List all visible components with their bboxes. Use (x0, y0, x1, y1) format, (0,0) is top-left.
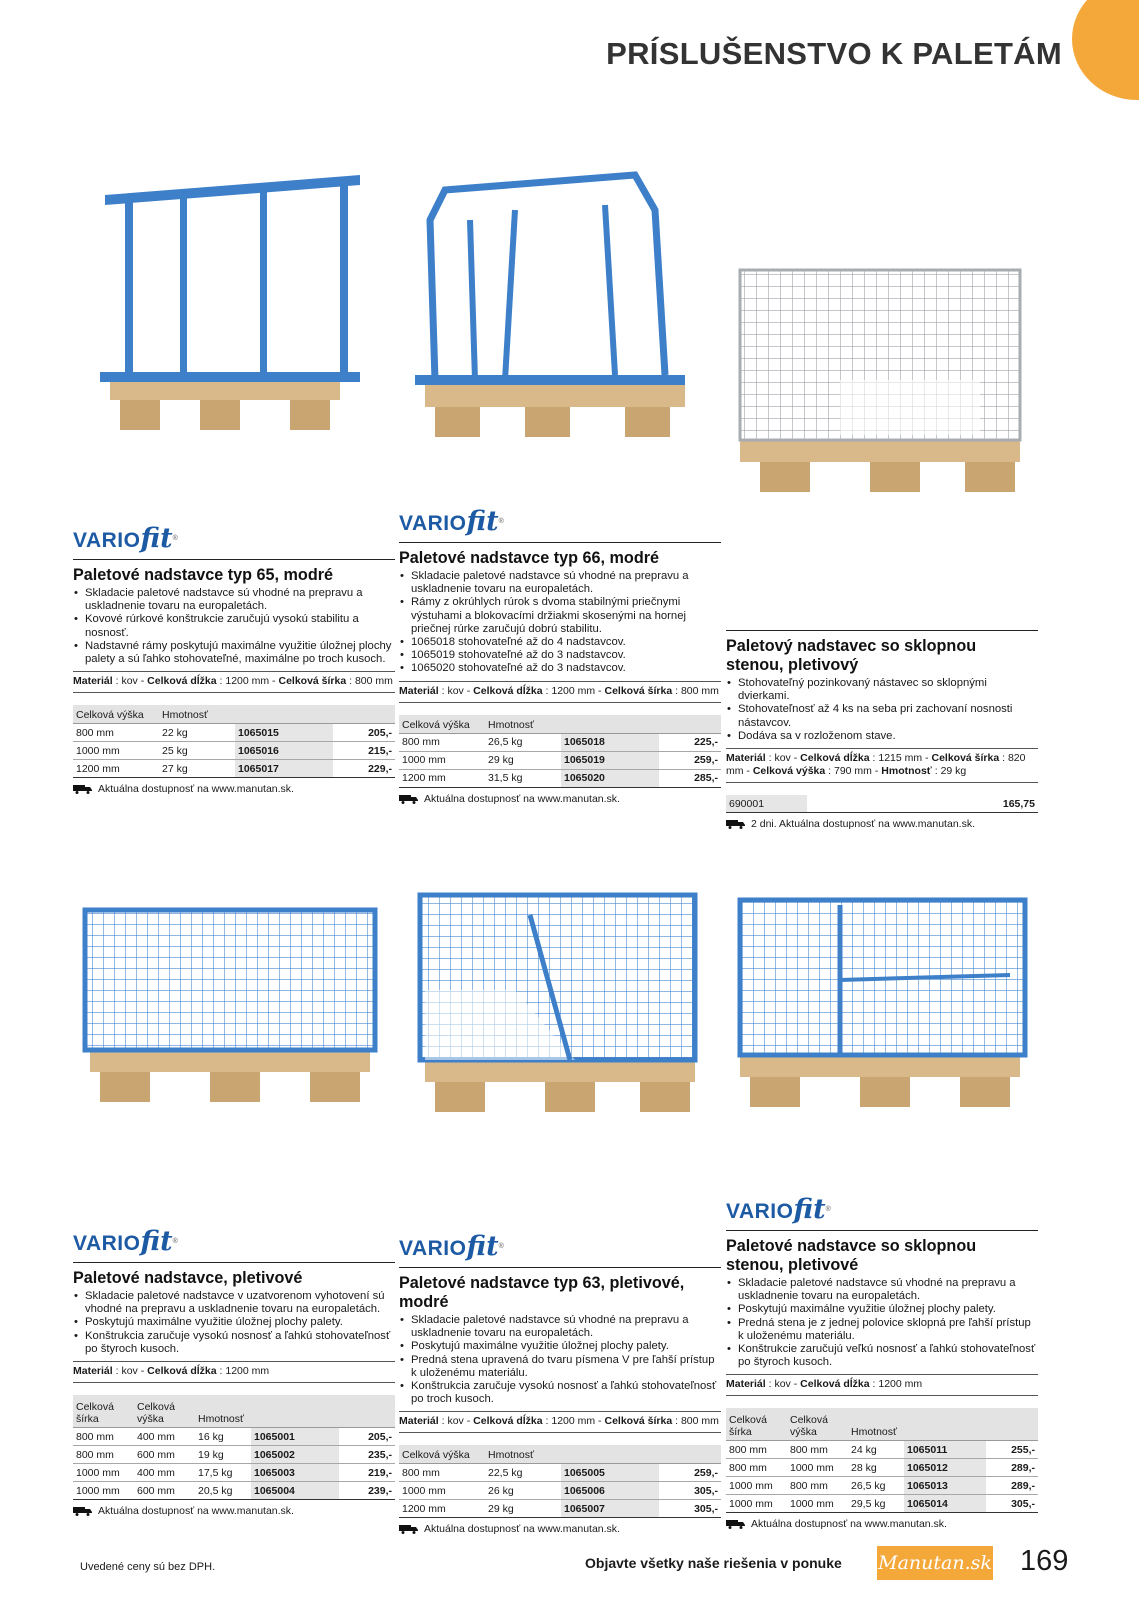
table-row: 800 mm 22,5 kg 1065005 259,- (399, 1464, 721, 1482)
spec-line: Materiál : kov - Celková dĺžka : 1200 mm (726, 1374, 1038, 1396)
availability-note: Aktuálna dostupnosť na www.manutan.sk. (399, 792, 721, 806)
feature-item: • Skladacie paletové nadstavce sú vhodné na prepravu a uskladnenie tovaru na europaletách. (73, 587, 395, 613)
table-row: 1000 mm 29 kg 1065019 259,- (399, 751, 721, 769)
table-row: 800 mm 26,5 kg 1065018 225,- (399, 733, 721, 751)
spec-line: Materiál : kov - Celková dĺžka : 1215 mm - Celková šírka : 820 mm - Celková výška : 790 mm - Hmotnosť : 29 kg (726, 748, 1038, 783)
order-number[interactable]: 1065003 (251, 1464, 339, 1482)
availability-note: Aktuálna dostupnosť na www.manutan.sk. (73, 1504, 395, 1518)
feature-item: • Skladacie paletové nadstavce sú vhodné na prepravu a uskladnenie tovaru na europaletách. (726, 1277, 1038, 1303)
variofit-logo: VARIOfit® (73, 523, 179, 554)
table-row: 1200 mm 29 kg 1065007 305,- (399, 1500, 721, 1518)
feature-item: • Nadstavné rámy poskytujú maximálne využitie úložnej plochy palety a sú ľahko stohovateľné, maximálne po troch kusoch. (73, 640, 395, 666)
footer-note: Uvedené ceny sú bez DPH. (80, 1561, 216, 1573)
order-number[interactable]: 1065012 (904, 1459, 986, 1477)
spec-line: Materiál : kov - Celková dĺžka : 1200 mm - Celková šírka : 800 mm (399, 1411, 721, 1433)
order-number[interactable]: 1065002 (251, 1446, 339, 1464)
product-card (399, 1230, 721, 1536)
truck-icon (399, 794, 419, 804)
feature-item: • 1065019 stohovateľné až do 3 nadstavcov. (399, 649, 721, 662)
feature-item: • Konštrukcie zaručujú veľkú nosnosť a ľahkú stohovateľnosť po štyroch kusoch. (726, 1343, 1038, 1369)
spec-line: Materiál : kov - Celková dĺžka : 1200 mm - Celková šírka : 800 mm (73, 671, 395, 693)
product-image-typ66 (395, 150, 715, 450)
product-image-690001 (720, 250, 1050, 510)
order-number[interactable]: 1065015 (235, 724, 333, 742)
order-number[interactable]: 1065005 (561, 1464, 659, 1482)
order-number[interactable]: 1065018 (561, 733, 659, 751)
feature-list (399, 570, 721, 676)
feature-list (726, 677, 1038, 743)
order-number[interactable]: 1065011 (904, 1441, 986, 1459)
feature-item: • Skladacie paletové nadstavce sú vhodné na prepravu a uskladnenie tovaru na europaletách. (399, 570, 721, 596)
feature-list (726, 1277, 1038, 1369)
order-number[interactable]: 1065017 (235, 760, 333, 778)
order-number[interactable]: 1065004 (251, 1482, 339, 1500)
feature-item: • Poskytujú maximálne využitie úložnej plochy palety. (399, 1340, 721, 1353)
feature-item: • Predná stena upravená do tvaru písmena V pre ľahší prístup k uloženému materiálu. (399, 1354, 721, 1380)
table-row: 1000 mm 1000 mm 29,5 kg 1065014 305,- (726, 1495, 1038, 1513)
table-row: 1000 mm 26 kg 1065006 305,- (399, 1482, 721, 1500)
table-row: 800 mm 600 mm 19 kg 1065002 235,- (73, 1446, 395, 1464)
feature-item: • Poskytujú maximálne využitie úložnej plochy palety. (726, 1303, 1038, 1316)
truck-icon (726, 819, 746, 829)
product-title: Paletové nadstavce typ 65, modré (73, 559, 395, 585)
price-table (726, 795, 1038, 813)
footer-cta: Objavte všetky naše riešenia v ponuke (585, 1555, 842, 1571)
variofit-logo: VARIOfit® (399, 506, 505, 537)
product-card (726, 630, 1038, 831)
truck-icon (73, 784, 93, 794)
feature-item: • 1065018 stohovateľné až do 4 nadstavcov. (399, 636, 721, 649)
variofit-logo: VARIOfit® (73, 1226, 179, 1257)
table-row: 1000 mm 600 mm 20,5 kg 1065004 239,- (73, 1482, 395, 1500)
table-row: 800 mm 1000 mm 28 kg 1065012 289,- (726, 1459, 1038, 1477)
product-image-typ65 (70, 150, 390, 450)
truck-icon (73, 1506, 93, 1516)
table-row: 1200 mm 31,5 kg 1065020 285,- (399, 769, 721, 787)
table-row: 800 mm 400 mm 16 kg 1065001 205,- (73, 1428, 395, 1446)
feature-item: • 1065020 stohovateľné až do 3 nadstavcov. (399, 662, 721, 675)
availability-note: Aktuálna dostupnosť na www.manutan.sk. (73, 782, 395, 796)
variofit-logo: VARIOfit® (726, 1194, 832, 1225)
order-number[interactable]: 1065001 (251, 1428, 339, 1446)
truck-icon (726, 1519, 746, 1529)
order-number[interactable]: 1065006 (561, 1482, 659, 1500)
product-image-typ63 (395, 870, 715, 1120)
feature-list (399, 1314, 721, 1406)
product-card (73, 1225, 395, 1518)
availability-note: 2 dni. Aktuálna dostupnosť na www.manutan.sk. (726, 817, 1038, 831)
table-row: 690001 165,75 (726, 795, 1038, 813)
price-table: Celková výška Hmotnosť 800 mm 22 kg 1065015 205,- 1000 mm 25 kg 1065016 215,- 1200 mm 27 kg 1065017 229,- (73, 705, 395, 778)
feature-item: • Stohovateľnosť až 4 ks na seba pri zachovaní nosnosti nástavcov. (726, 703, 1038, 729)
price-table: Celková výška Hmotnosť 800 mm 26,5 kg 1065018 225,- 1000 mm 29 kg 1065019 259,- 1200 mm 31,5 kg 1065020 285,- (399, 715, 721, 788)
page-number: 169 (1020, 1545, 1069, 1577)
table-row: 1200 mm 27 kg 1065017 229,- (73, 760, 395, 778)
price-table: Celková šírka Celková výška Hmotnosť 800 mm 400 mm 16 kg 1065001 205,- 800 mm 600 mm 19 kg 1065002 235,- 1000 mm 400 mm 17,5 kg 1065003 219,- 1000 mm 600 mm 20,5 kg 1065004 239,- (73, 1395, 395, 1500)
price-table: Celková výška Hmotnosť 800 mm 22,5 kg 1065005 259,- 1000 mm 26 kg 1065006 305,- 1200 mm 29 kg 1065007 305,- (399, 1445, 721, 1518)
product-title: Paletové nadstavce so sklopnou stenou, pletivové (726, 1230, 1038, 1275)
feature-list (73, 587, 395, 666)
table-row: 800 mm 800 mm 24 kg 1065011 255,- (726, 1441, 1038, 1459)
truck-icon (399, 1524, 419, 1534)
availability-note: Aktuálna dostupnosť na www.manutan.sk. (399, 1522, 721, 1536)
corner-tab (1072, 0, 1139, 100)
table-row: 1000 mm 800 mm 26,5 kg 1065013 289,- (726, 1477, 1038, 1495)
product-image-pletivove (70, 880, 390, 1120)
table-row: 800 mm 22 kg 1065015 205,- (73, 724, 395, 742)
product-image-sklopnou (720, 880, 1040, 1120)
feature-item: • Predná stena je z jednej polovice sklopná pre ľahší prístup k uloženému materiálu. (726, 1317, 1038, 1343)
price-table: Celková šírka Celková výška Hmotnosť 800 mm 800 mm 24 kg 1065011 255,- 800 mm 1000 mm 28 kg 1065012 289,- 1000 mm 800 mm 26,5 kg 1065013 289,- 1000 mm 1000 mm 29,5 kg 1065014 305,- (726, 1408, 1038, 1513)
order-number[interactable]: 1065014 (904, 1495, 986, 1513)
feature-item: • Konštrukcia zaručuje vysokú nosnosť a ľahkú stohovateľnosť po troch kusoch. (399, 1380, 721, 1406)
order-number[interactable]: 1065007 (561, 1500, 659, 1518)
product-card (73, 522, 395, 796)
order-number[interactable]: 1065019 (561, 751, 659, 769)
product-title: Paletový nadstavec so sklopnou stenou, pletivový (726, 630, 1038, 675)
feature-item: • Kovové rúrkové konštrukcie zaručujú vysokú stabilitu a nosnosť. (73, 613, 395, 639)
table-row: 1000 mm 400 mm 17,5 kg 1065003 219,- (73, 1464, 395, 1482)
feature-item: • Stohovateľný pozinkovaný nástavec so sklopnými dvierkami. (726, 677, 1038, 703)
product-title: Paletové nadstavce typ 66, modré (399, 542, 721, 568)
feature-item: • Poskytujú maximálne využitie úložnej plochy palety. (73, 1316, 395, 1329)
feature-item: • Konštrukcia zaručuje vysokú nosnosť a ľahkú stohovateľnosť po štyroch kusoch. (73, 1330, 395, 1356)
product-title: Paletové nadstavce, pletivové (73, 1262, 395, 1288)
feature-list (73, 1290, 395, 1356)
order-number[interactable]: 1065020 (561, 769, 659, 787)
spec-line: Materiál : kov - Celková dĺžka : 1200 mm - Celková šírka : 800 mm (399, 681, 721, 703)
feature-item: • Rámy z okrúhlych rúrok s dvoma stabilnými priečnymi výstuhami a blokovacími držiakmi skosenými na hornej priečnej rúrke zaručujú dobrú stabilitu. (399, 596, 721, 636)
product-title: Paletové nadstavce typ 63, pletivové, modré (399, 1267, 721, 1312)
table-row: 1000 mm 25 kg 1065016 215,- (73, 742, 395, 760)
spec-line: Materiál : kov - Celková dĺžka : 1200 mm (73, 1361, 395, 1383)
manutan-logo[interactable]: Manutan.sk (877, 1546, 993, 1580)
order-number[interactable]: 1065016 (235, 742, 333, 760)
availability-note: Aktuálna dostupnosť na www.manutan.sk. (726, 1517, 1038, 1531)
product-card (726, 1193, 1038, 1531)
product-card (399, 505, 721, 806)
page-title: PRÍSLUŠENSTVO K PALETÁM (606, 36, 1062, 71)
feature-item: • Skladacie paletové nadstavce sú vhodné na prepravu a uskladnenie tovaru na europaletách. (399, 1314, 721, 1340)
order-number[interactable]: 1065013 (904, 1477, 986, 1495)
order-number[interactable]: 690001 (726, 795, 807, 813)
feature-item: • Dodáva sa v rozloženom stave. (726, 730, 1038, 743)
variofit-logo: VARIOfit® (399, 1231, 505, 1262)
feature-item: • Skladacie paletové nadstavce v uzatvorenom vyhotovení sú vhodné na prepravu a uskladnenie tovaru na europaletách. (73, 1290, 395, 1316)
